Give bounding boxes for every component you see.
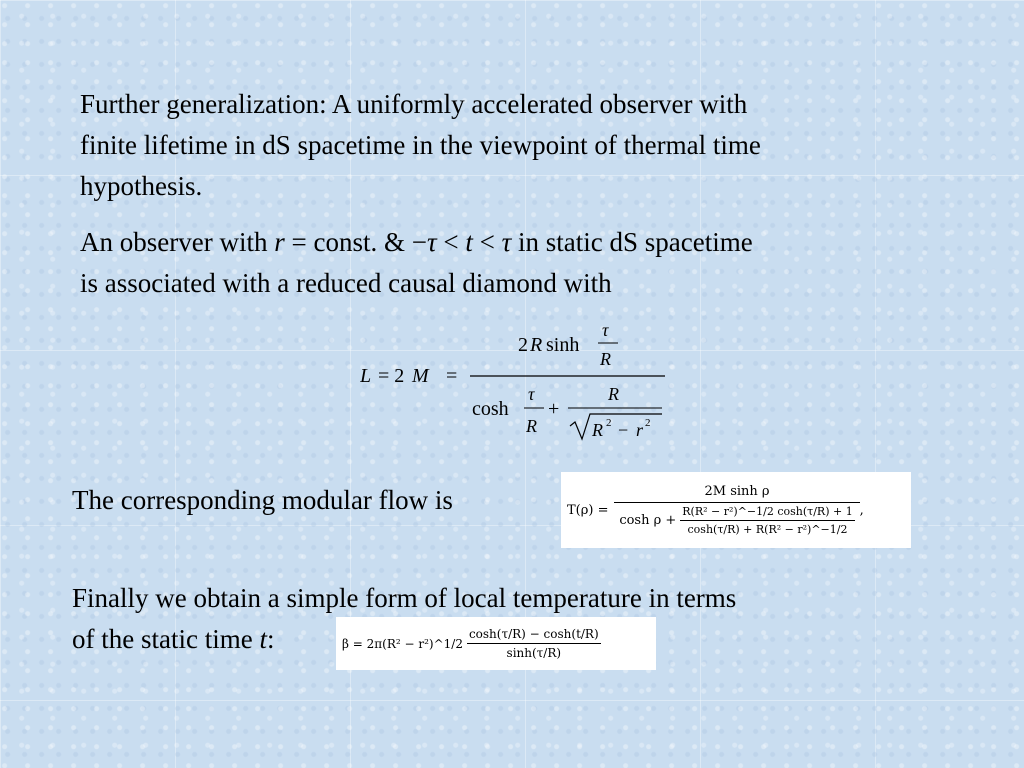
svg-text:M: M: [412, 365, 429, 387]
svg-text:cosh: cosh: [472, 398, 509, 420]
svg-text:τ: τ: [602, 320, 609, 340]
svg-text:R: R: [530, 334, 543, 356]
eq-beta-lhs: β = 2π(R² − r²)^1/2: [342, 636, 463, 651]
svg-text:sinh: sinh: [546, 334, 580, 356]
svg-text:+: +: [548, 398, 560, 420]
modular-text: The corresponding modular flow is: [72, 485, 453, 515]
equation-L: [360, 318, 680, 442]
intro-line-2: finite lifetime in dS spacetime in the viewpoint of thermal time: [80, 130, 761, 160]
eq-beta-fraction: [467, 627, 601, 660]
eq-beta-num: cosh(τ/R) − cosh(t/R): [467, 627, 601, 644]
modular-flow-formula: [561, 472, 911, 548]
svg-text:−: −: [618, 420, 629, 440]
eq-T-num: 2M sinh ρ: [614, 484, 859, 503]
eq-beta-den: sinh(τ/R): [506, 646, 562, 660]
eq-T-den-a: cosh ρ +: [619, 513, 677, 528]
svg-text:2: 2: [606, 417, 612, 429]
eq-T-den: [619, 503, 854, 536]
svg-text:R: R: [526, 416, 537, 436]
intro-line-1: Further generalization: A uniformly accelerated observer with: [80, 89, 748, 119]
svg-text:= 2: = 2: [378, 365, 405, 387]
final-line-1: Finally we obtain a simple form of local temperature in terms: [72, 583, 737, 613]
eq-T-fraction: [614, 484, 859, 536]
svg-text:τ: τ: [528, 384, 535, 404]
eq-T-inner-den: cosh(τ/R) + R(R² − r²)^−1/2: [687, 523, 848, 536]
eq-T-trail: ,: [859, 502, 864, 518]
svg-text:r: r: [636, 420, 644, 440]
observer-paragraph: [80, 222, 753, 304]
svg-text:2: 2: [645, 417, 651, 429]
beta-formula: [336, 617, 656, 670]
svg-text:R: R: [592, 420, 603, 440]
svg-text:R: R: [608, 384, 619, 404]
svg-text:=: =: [446, 365, 458, 387]
intro-line-3: hypothesis.: [80, 171, 203, 201]
intro-paragraph: [80, 84, 761, 207]
svg-text:2: 2: [518, 334, 528, 356]
observer-line-2: is associated with a reduced causal diamond with: [80, 268, 612, 298]
eq-T-inner-num: R(R² − r²)^−1/2 cosh(τ/R) + 1: [680, 505, 854, 521]
eq-T-lhs: T(ρ) =: [567, 502, 609, 518]
final-line-2: of the static time t:: [72, 624, 275, 654]
eq-T-inner-fraction: [680, 505, 854, 536]
observer-line-1: An observer with r = const. & −τ < t < τ in static dS spacetime: [80, 227, 753, 257]
equation-L-svg: [360, 318, 680, 442]
svg-text:R: R: [600, 349, 611, 369]
svg-text:L: L: [360, 365, 372, 387]
